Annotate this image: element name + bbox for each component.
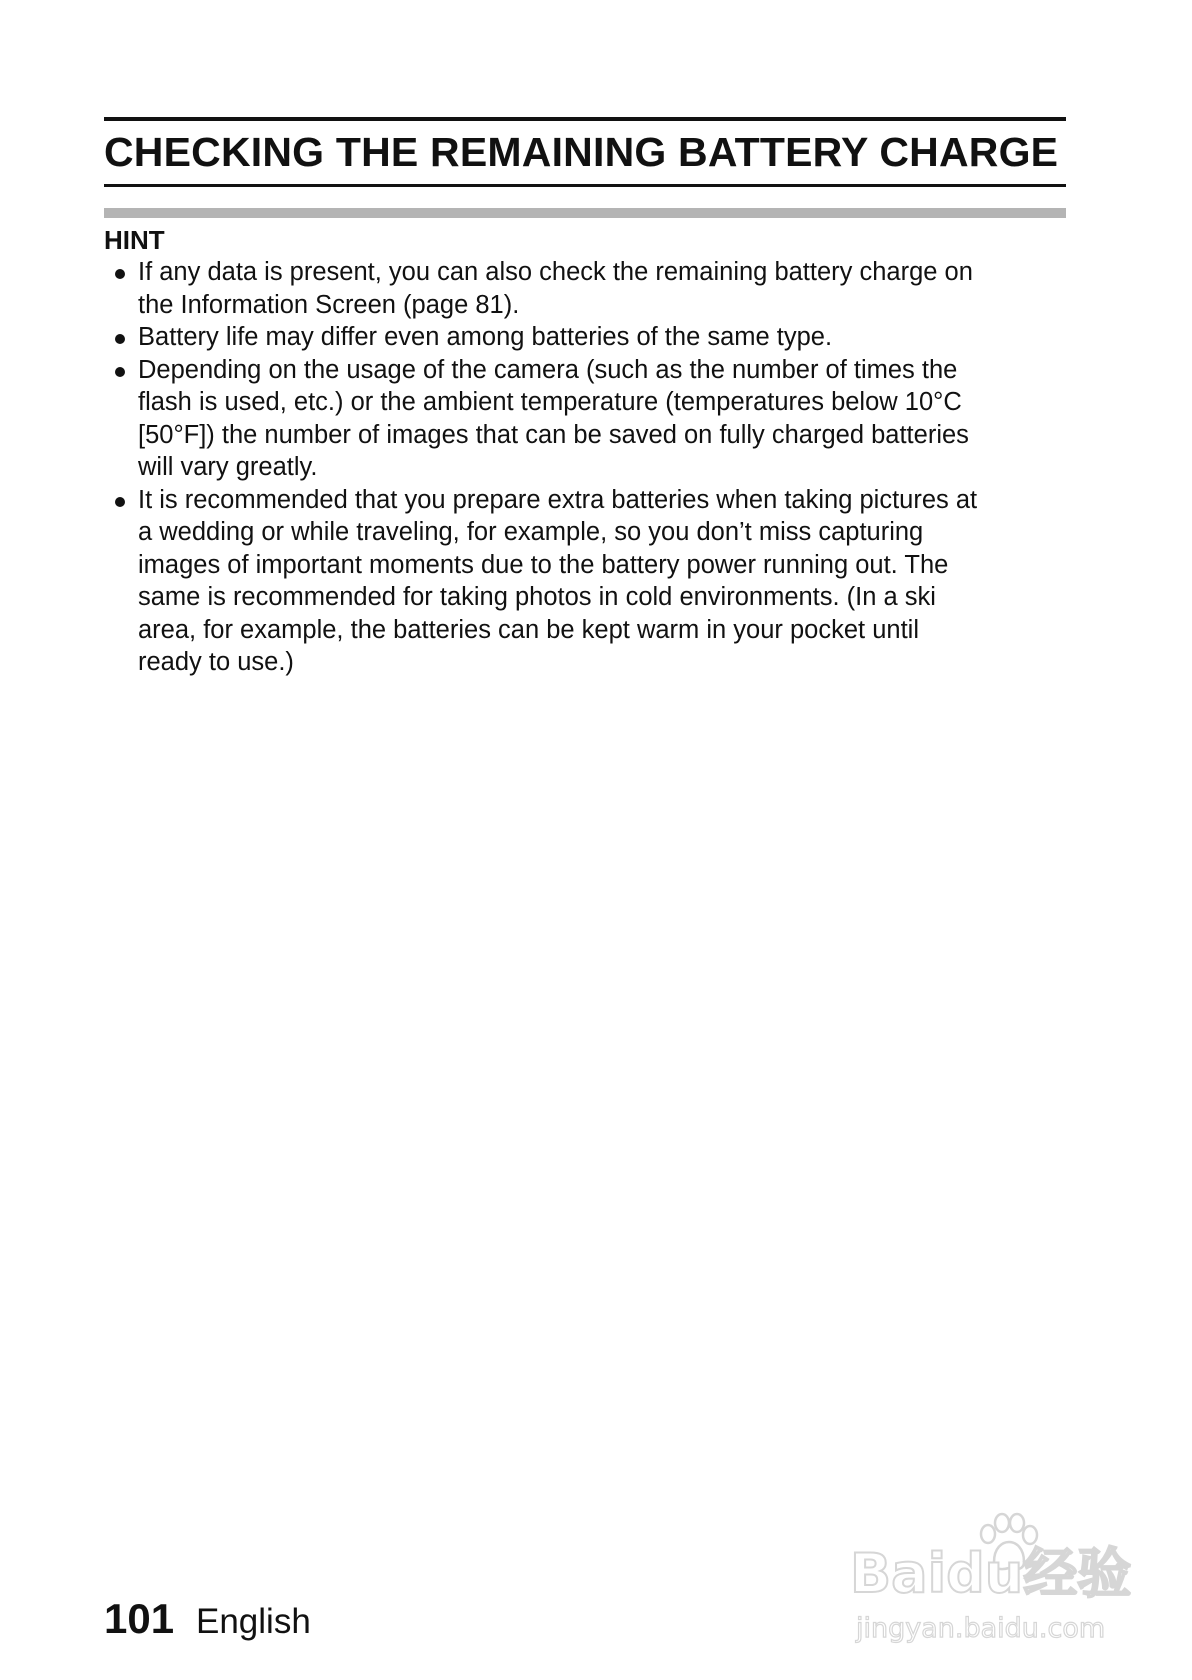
- baidu-watermark: [850, 1512, 1130, 1662]
- hint-list: [104, 256, 1066, 679]
- hint-item-4: [104, 484, 1066, 679]
- title-bottom-rule: [104, 184, 1066, 187]
- hint-line: area, for example, the batteries can be kept warm in your pocket until: [138, 615, 919, 644]
- bullet-icon: [115, 367, 125, 377]
- hint-line: images of important moments due to the battery power running out. The: [138, 550, 949, 579]
- hint-line: Battery life may differ even among batteries of the same type.: [138, 323, 833, 351]
- watermark-logo-text: Baidu经验: [850, 1542, 1132, 1605]
- hint-item-1: [104, 256, 1066, 321]
- bullet-icon: [115, 497, 125, 507]
- hint-line: ready to use.): [138, 648, 294, 676]
- hint-line: [50°F]) the number of images that can be saved on fully charged batteries: [138, 420, 969, 449]
- page-language: English: [196, 1602, 311, 1641]
- page-number: 101: [104, 1595, 175, 1642]
- hint-line: same is recommended for taking photos in cold environments. (In a ski: [138, 583, 936, 611]
- watermark-url: jingyan.baidu.com: [856, 1613, 1106, 1644]
- hint-line: the Information Screen (page 81).: [138, 290, 520, 319]
- hint-line: It is recommended that you prepare extra batteries when taking pictures at: [138, 485, 978, 514]
- hint-line: If any data is present, you can also check the remaining battery charge on: [138, 258, 973, 286]
- section-divider-band: [104, 208, 1066, 218]
- page-title: CHECKING THE REMAINING BATTERY CHARGE: [104, 129, 1059, 175]
- hint-heading: HINT: [104, 225, 165, 255]
- bullet-icon: [115, 334, 125, 344]
- title-top-rule: [104, 117, 1066, 121]
- hint-line: a wedding or while traveling, for example, so you don’t miss capturing: [138, 518, 924, 546]
- hint-line: flash is used, etc.) or the ambient temperature (temperatures below 10°C: [138, 388, 962, 416]
- hint-item-2: [104, 321, 1066, 354]
- hint-line: will vary greatly.: [138, 453, 318, 481]
- hint-line: Depending on the usage of the camera (such as the number of times the: [138, 355, 958, 384]
- hint-item-3: [104, 354, 1066, 484]
- bullet-icon: [115, 269, 125, 279]
